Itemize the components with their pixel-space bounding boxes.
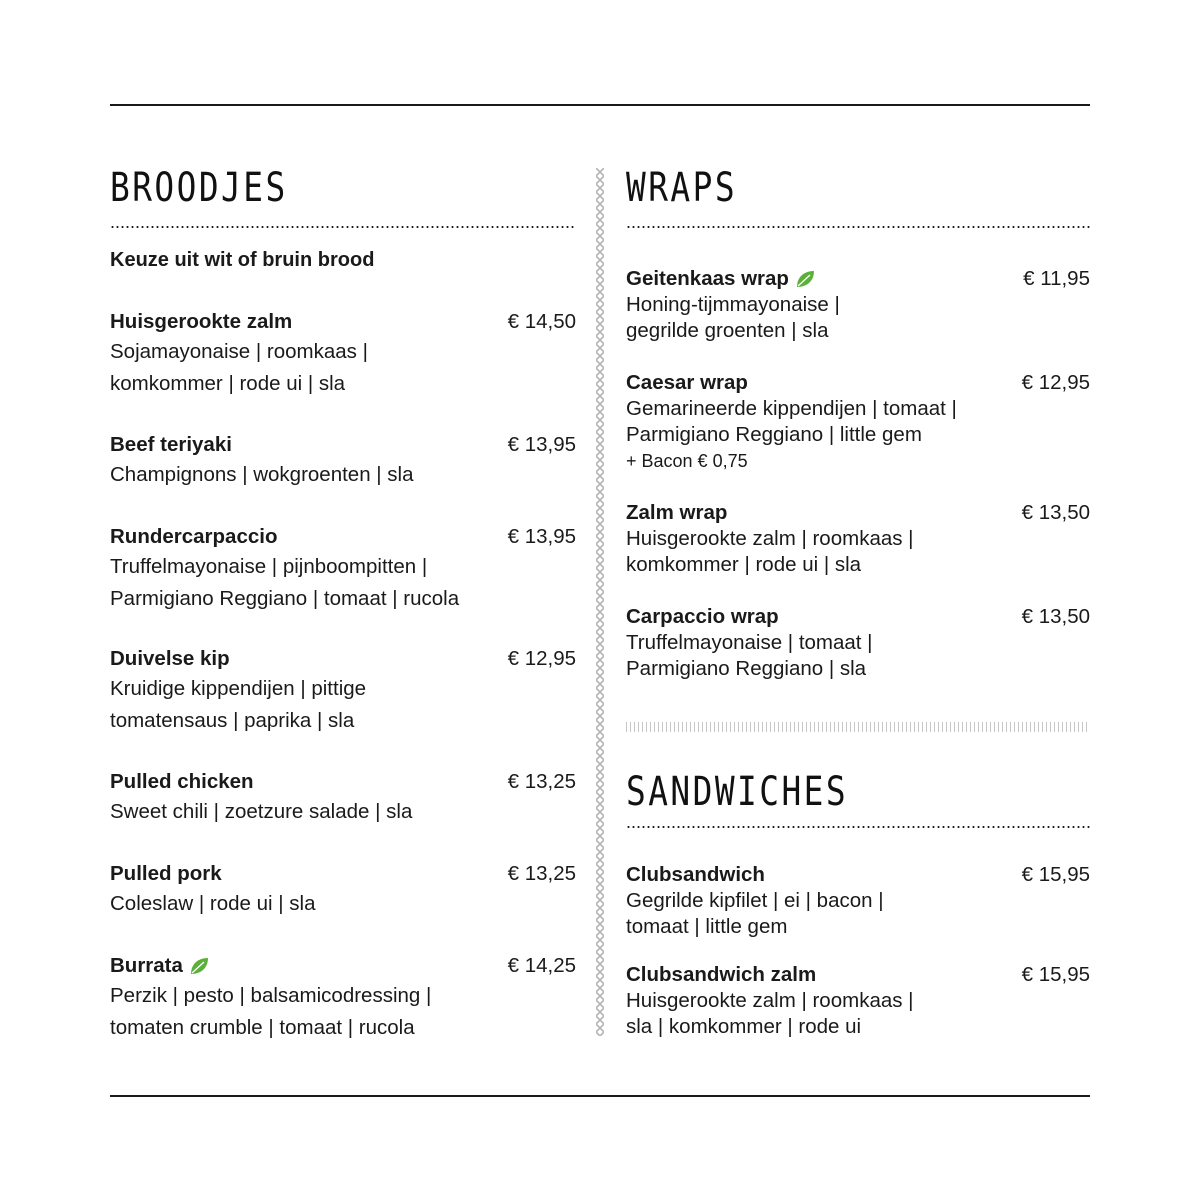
item-price: € 12,95 [1021,371,1090,394]
item-price: € 13,95 [507,433,576,456]
item-price: € 13,25 [507,770,576,793]
top-rule [110,104,1090,106]
item-description: Huisgerookte zalm | roomkaas | [626,989,914,1012]
item-description: komkommer | rode ui | sla [110,372,346,395]
menu-item [626,604,1090,682]
item-description: komkommer | rode ui | sla [626,553,862,576]
item-description: gegrilde groenten | sla [626,319,829,342]
menu-item [626,862,1090,940]
item-description: Gemarineerde kippendijen | tomaat | [626,397,957,420]
sandwiches-dotted-rule [626,826,1090,828]
item-description: Perzik | pesto | balsamicodressing | [110,984,432,1007]
item-name: Zalm wrap [626,501,728,524]
item-description: Kruidige kippendijen | pittige [110,677,367,700]
item-name: Carpaccio wrap [626,605,779,628]
item-description: Sweet chili | zoetzure salade | sla [110,800,413,823]
menu-item [110,861,576,919]
item-name: Duivelse kip [110,647,230,670]
item-name-wrap [626,266,815,292]
item-description: Gegrilde kipfilet | ei | bacon | [626,889,884,912]
item-name: Geitenkaas wrap [626,267,789,290]
item-name: Pulled pork [110,862,222,885]
item-price: € 13,50 [1021,501,1090,524]
item-description: Parmigiano Reggiano | tomaat | rucola [110,587,460,610]
wraps-heading: WRAPS [626,165,738,211]
item-name: Clubsandwich [626,863,765,886]
item-description: Truffelmayonaise | tomaat | [626,631,873,654]
item-price: € 13,25 [507,862,576,885]
menu-item [110,432,576,490]
item-price: € 11,95 [1023,267,1090,290]
menu-item [626,370,1090,474]
item-price: € 15,95 [1021,863,1090,886]
item-price: € 12,95 [507,647,576,670]
item-description: Truffelmayonaise | pijnboompitten | [110,555,428,578]
item-name: Caesar wrap [626,371,748,394]
item-name: Beef teriyaki [110,433,232,456]
wraps-dotted-rule [626,226,1090,228]
menu-item [110,953,576,1043]
broodjes-heading: BROODJES [110,165,288,211]
menu-item [626,266,1090,344]
item-price: € 14,25 [507,954,576,977]
item-name-wrap [110,953,209,979]
column-divider [596,168,604,1036]
item-description: sla | komkommer | rode ui [626,1015,862,1038]
item-name: Burrata [110,954,183,977]
leaf-icon [189,957,209,975]
item-description: Parmigiano Reggiano | little gem [626,423,922,446]
item-price: € 13,50 [1021,605,1090,628]
menu-item [110,769,576,827]
leaf-icon [795,270,815,288]
item-description: Honing-tijmmayonaise | [626,293,840,316]
item-description: tomaat | little gem [626,915,788,938]
broodjes-dotted-rule [110,226,576,228]
item-name: Huisgerookte zalm [110,310,293,333]
menu-item [110,646,576,736]
section-separator [626,722,1090,732]
item-description: Parmigiano Reggiano | sla [626,657,867,680]
menu-item [626,962,1090,1040]
item-price: € 15,95 [1021,963,1090,986]
item-description: Sojamayonaise | roomkaas | [110,340,368,363]
item-extra-option: + Bacon € 0,75 [626,451,748,471]
bottom-rule [110,1095,1090,1097]
menu-item [110,309,576,399]
item-name: Rundercarpaccio [110,525,278,548]
item-description: Huisgerookte zalm | roomkaas | [626,527,914,550]
item-description: Champignons | wokgroenten | sla [110,463,414,486]
item-name: Clubsandwich zalm [626,963,817,986]
item-name: Pulled chicken [110,770,254,793]
sandwiches-heading: SANDWICHES [626,769,849,815]
bread-choice-note: Keuze uit wit of bruin brood [110,249,375,271]
item-description: Coleslaw | rode ui | sla [110,892,316,915]
item-description: tomatensaus | paprika | sla [110,709,355,732]
item-price: € 14,50 [507,310,576,333]
item-description: tomaten crumble | tomaat | rucola [110,1016,415,1039]
item-price: € 13,95 [507,525,576,548]
menu-item [626,500,1090,578]
menu-item [110,524,576,614]
